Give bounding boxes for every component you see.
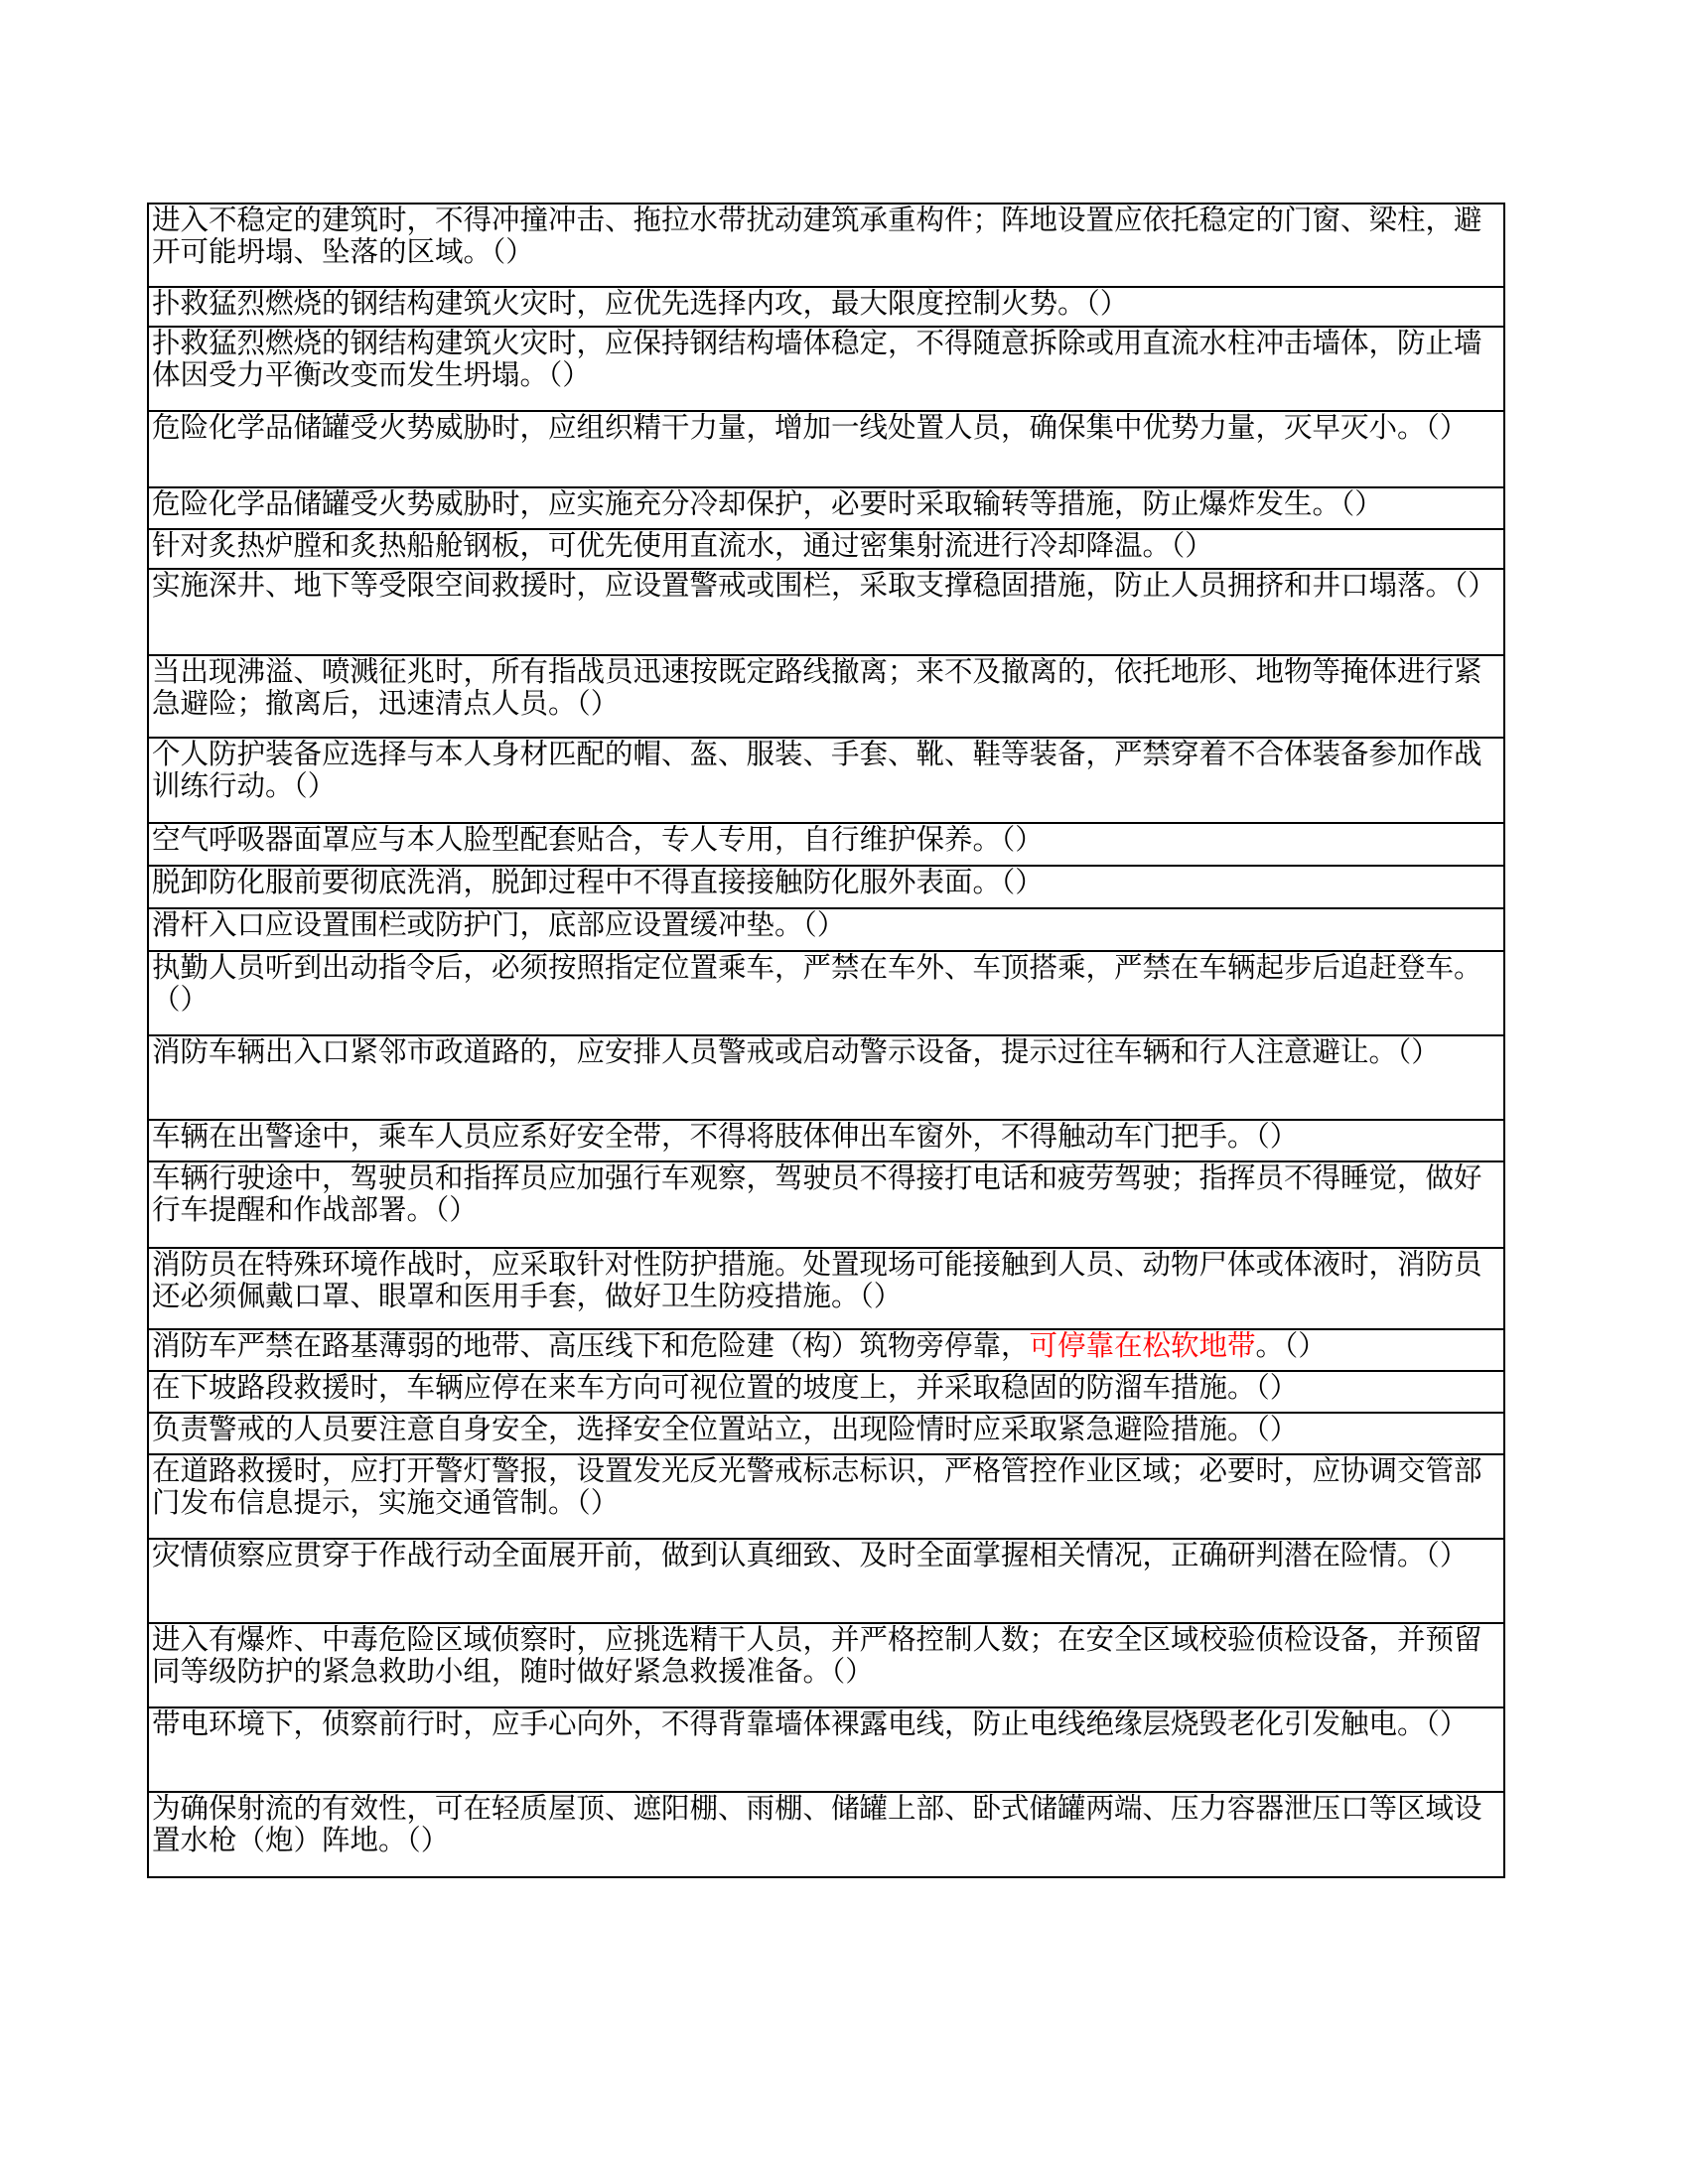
- question-cell[interactable]: [148, 951, 1504, 1035]
- question-cell[interactable]: [148, 529, 1504, 569]
- question-text: 扑救猛烈燃烧的钢结构建筑火灾时，应优先选择内攻，最大限度控制火势。（）: [152, 288, 1129, 320]
- question-text: 在道路救援时，应打开警灯警报，设置发光反光警戒标志标识，严格管控作业区域；必要时，应协调交管部门发布信息提示，实施交通管制。（）: [152, 1455, 1482, 1519]
- table-row: [148, 951, 1504, 1035]
- question-cell[interactable]: [148, 1329, 1504, 1371]
- table-row: [148, 908, 1504, 951]
- table-row: [148, 529, 1504, 569]
- question-cell[interactable]: [148, 823, 1504, 866]
- question-text: 消防员在特殊环境作战时，应采取针对性防护措施。处置现场可能接触到人员、动物尸体或体液时，消防员还必须佩戴口罩、眼罩和医用手套，做好卫生防疫措施。（）: [152, 1249, 1482, 1312]
- question-text: 危险化学品储罐受火势威胁时，应组织精干力量，增加一线处置人员，确保集中优势力量，灭早灭小。（）: [152, 412, 1469, 444]
- table-row: [148, 1623, 1504, 1707]
- question-cell[interactable]: [148, 1161, 1504, 1248]
- table-row: [148, 1539, 1504, 1623]
- question-cell[interactable]: [148, 1623, 1504, 1707]
- table-row: [148, 1371, 1504, 1413]
- question-text: 脱卸防化服前要彻底洗消，脱卸过程中不得直接接触防化服外表面。（）: [152, 867, 1044, 898]
- question-cell[interactable]: [148, 327, 1504, 411]
- question-cell[interactable]: [148, 738, 1504, 823]
- question-text: 针对炙热炉膛和炙热船舱钢板，可优先使用直流水，通过密集射流进行冷却降温。（）: [152, 530, 1213, 562]
- table-row: [148, 1329, 1504, 1371]
- question-text: 消防车辆出入口紧邻市政道路的，应安排人员警戒或启动警示设备，提示过往车辆和行人注意避让。（）: [152, 1036, 1440, 1068]
- question-cell[interactable]: [148, 287, 1504, 327]
- table-row: [148, 866, 1504, 908]
- question-text: 带电环境下，侦察前行时，应手心向外，不得背靠墙体裸露电线，防止电线绝缘层烧毁老化引发触电。（）: [152, 1708, 1469, 1740]
- question-text: [152, 1330, 1500, 1368]
- question-text: 执勤人员听到出动指令后，必须按照指定位置乘车，严禁在车外、车顶搭乘，严禁在车辆起步后追赶登车。（）: [152, 952, 1482, 1016]
- table-row: [148, 569, 1504, 655]
- question-cell[interactable]: [148, 1413, 1504, 1454]
- question-cell[interactable]: [148, 1371, 1504, 1413]
- question-text-start: 消防车严禁在路基薄弱的地带、高压线下和危险建（构）筑物旁停靠，: [152, 1330, 1030, 1362]
- table-row: [148, 487, 1504, 529]
- question-cell[interactable]: [148, 411, 1504, 487]
- question-text: 负责警戒的人员要注意自身安全，选择安全位置站立，出现险情时应采取紧急避险措施。（）: [152, 1414, 1299, 1445]
- question-cell[interactable]: [148, 655, 1504, 738]
- question-cell[interactable]: [148, 1035, 1504, 1120]
- table-row: [148, 1248, 1504, 1329]
- question-text: 实施深井、地下等受限空间救援时，应设置警戒或围栏，采取支撑稳固措施，防止人员拥挤和井口塌落。（）: [152, 570, 1496, 602]
- question-text: 进入有爆炸、中毒危险区域侦察时，应挑选精干人员，并严格控制人数；在安全区域校验侦检设备，并预留同等级防护的紧急救助小组，随时做好紧急救援准备。（）: [152, 1624, 1482, 1688]
- table-row: [148, 204, 1504, 287]
- question-text: 滑杆入口应设置围栏或防护门，底部应设置缓冲垫。（）: [152, 909, 846, 941]
- question-cell[interactable]: [148, 1707, 1504, 1792]
- table-row: [148, 1120, 1504, 1161]
- question-cell[interactable]: [148, 1248, 1504, 1329]
- table-row: [148, 655, 1504, 738]
- question-cell[interactable]: [148, 487, 1504, 529]
- question-text: 个人防护装备应选择与本人身材匹配的帽、盔、服装、手套、靴、鞋等装备，严禁穿着不合体装备参加作战训练行动。（）: [152, 739, 1482, 802]
- question-text: 在下坡路段救援时，车辆应停在来车方向可视位置的坡度上，并采取稳固的防溜车措施。（）: [152, 1372, 1299, 1404]
- question-cell[interactable]: [148, 1120, 1504, 1161]
- question-cell[interactable]: [148, 569, 1504, 655]
- question-cell[interactable]: [148, 866, 1504, 908]
- question-cell[interactable]: [148, 1539, 1504, 1623]
- question-text: 为确保射流的有效性，可在轻质屋顶、遮阳棚、雨棚、储罐上部、卧式储罐两端、压力容器泄压口等区域设置水枪（炮）阵地。（）: [152, 1793, 1482, 1856]
- question-text: 当出现沸溢、喷溅征兆时，所有指战员迅速按既定路线撤离；来不及撤离的，依托地形、地物等掩体进行紧急避险；撤离后，迅速清点人员。（）: [152, 656, 1482, 720]
- question-sheet: [147, 203, 1505, 1878]
- table-row: [148, 1161, 1504, 1248]
- table-row: [148, 411, 1504, 487]
- highlighted-error-text: 可停靠在松软地带: [1029, 1330, 1256, 1362]
- question-cell[interactable]: [148, 1454, 1504, 1539]
- table-row: [148, 1707, 1504, 1792]
- question-text: 车辆行驶途中，驾驶员和指挥员应加强行车观察，驾驶员不得接打电话和疲劳驾驶；指挥员不得睡觉，做好行车提醒和作战部署。（）: [152, 1162, 1482, 1226]
- table-row: [148, 1454, 1504, 1539]
- question-text-end: 。（）: [1255, 1330, 1327, 1362]
- table-row: [148, 1035, 1504, 1120]
- question-table: [147, 203, 1505, 1878]
- question-text: 扑救猛烈燃烧的钢结构建筑火灾时，应保持钢结构墙体稳定，不得随意拆除或用直流水柱冲击墙体，防止墙体因受力平衡改变而发生坍塌。（）: [152, 328, 1482, 391]
- question-cell[interactable]: [148, 908, 1504, 951]
- table-row: [148, 287, 1504, 327]
- question-cell[interactable]: [148, 1792, 1504, 1877]
- table-row: [148, 823, 1504, 866]
- question-text: 灾情侦察应贯穿于作战行动全面展开前，做到认真细致、及时全面掌握相关情况，正确研判潜在险情。（）: [152, 1540, 1469, 1571]
- table-row: [148, 1792, 1504, 1877]
- question-text: 进入不稳定的建筑时，不得冲撞冲击、拖拉水带扰动建筑承重构件；阵地设置应依托稳定的门窗、梁柱，避开可能坍塌、坠落的区域。（）: [152, 205, 1482, 268]
- question-text: 车辆在出警途中，乘车人员应系好安全带，不得将肢体伸出车窗外，不得触动车门把手。（）: [152, 1121, 1299, 1153]
- question-cell[interactable]: [148, 204, 1504, 287]
- table-row: [148, 1413, 1504, 1454]
- question-text: 危险化学品储罐受火势威胁时，应实施充分冷却保护，必要时采取输转等措施，防止爆炸发生。（）: [152, 488, 1383, 520]
- table-row: [148, 327, 1504, 411]
- table-row: [148, 738, 1504, 823]
- question-text: 空气呼吸器面罩应与本人脸型配套贴合，专人专用，自行维护保养。（）: [152, 824, 1044, 856]
